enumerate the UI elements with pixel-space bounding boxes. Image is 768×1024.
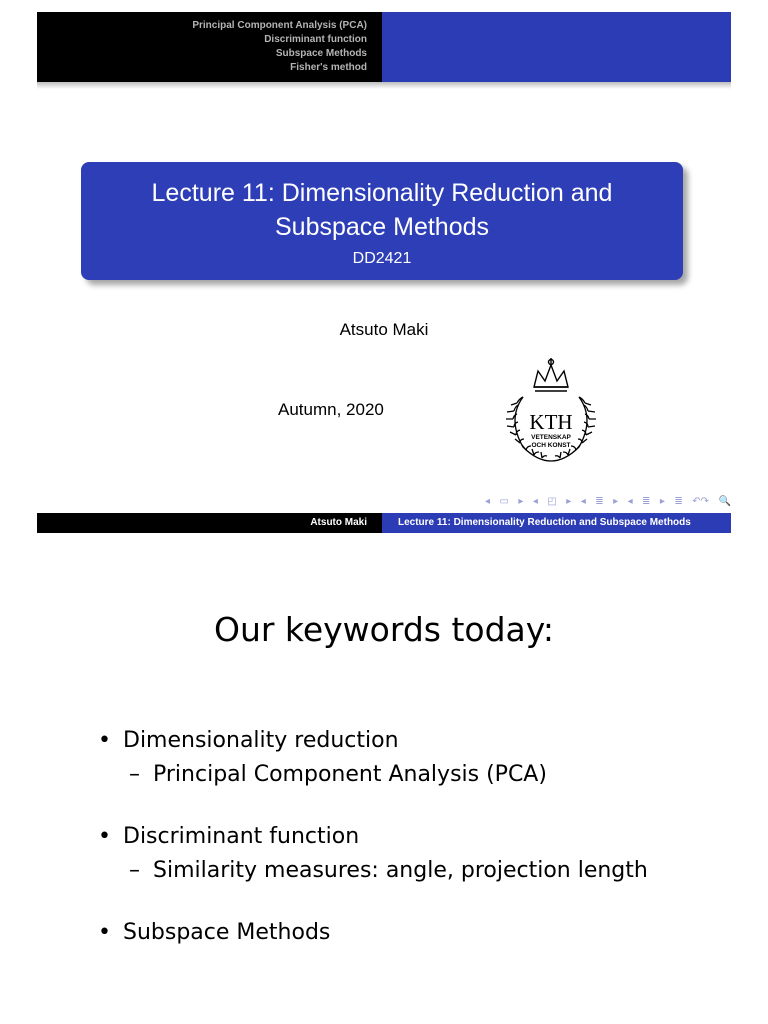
logo-name: KTH (529, 410, 573, 434)
nav-next-section-icon[interactable]: ▸ (613, 495, 619, 507)
bullet-text: Discriminant function (123, 824, 360, 849)
sub-bullet-text: Similarity measures: angle, projection length (153, 858, 648, 883)
nav-presentation-icon[interactable]: ≣ (642, 495, 651, 507)
bullet-text: Subspace Methods (123, 920, 331, 945)
nav-section-icon[interactable]: ≣ (595, 495, 604, 507)
logo-motto-2: OCH KONST (531, 442, 571, 449)
nav-item-discriminant[interactable]: Discriminant function (264, 34, 367, 45)
footer-bar (37, 513, 731, 533)
sub-list-item (98, 854, 738, 888)
footer-title: Lecture 11: Dimensionality Reduction and Subspace Methods (382, 513, 731, 533)
sub-bullet-text: Principal Component Analysis (PCA) (153, 762, 547, 787)
nav-search-icon[interactable]: 🔍 (718, 495, 731, 507)
dash-icon: – (129, 858, 140, 883)
nav-prev-section-icon[interactable]: ◂ (580, 495, 586, 507)
nav-next-presentation-icon[interactable]: ▸ (659, 495, 665, 507)
header-bar (37, 12, 731, 82)
header-shadow (37, 82, 731, 89)
beamer-nav-symbols (485, 494, 731, 508)
nav-item-fisher[interactable]: Fisher's method (290, 62, 367, 73)
dash-icon: – (129, 762, 140, 787)
author-name: Atsuto Maki (339, 320, 429, 339)
nav-back-forward-icon[interactable]: ↶↷ (692, 495, 709, 507)
header-nav (37, 12, 382, 82)
nav-frame-icon[interactable]: ▭ (499, 495, 509, 507)
footer-author: Atsuto Maki (37, 513, 382, 533)
bullet-icon: • (98, 920, 111, 945)
nav-prev-frame-icon[interactable]: ◂ (485, 495, 491, 507)
sub-list-item (98, 758, 738, 792)
bullet-icon: • (98, 728, 111, 753)
title-line-1: Lecture 11: Dimensionality Reduction and (151, 179, 613, 207)
header-blue-panel (382, 12, 731, 82)
bullet-icon: • (98, 824, 111, 849)
title-line-2: Subspace Methods (274, 213, 490, 241)
nav-item-subspace[interactable]: Subspace Methods (275, 48, 367, 59)
slide-1 (37, 12, 731, 533)
nav-next-subsection-icon[interactable]: ▸ (566, 495, 572, 507)
nav-prev-presentation-icon[interactable]: ◂ (627, 495, 633, 507)
nav-subsection-icon[interactable]: ◰ (547, 495, 557, 507)
slide-2-title: Our keywords today: (213, 610, 555, 649)
nav-prev-subsection-icon[interactable]: ◂ (532, 495, 538, 507)
slide-title (81, 176, 683, 244)
list-item (98, 724, 738, 758)
list-item (98, 820, 738, 854)
nav-toc-icon[interactable]: ≣ (674, 495, 683, 507)
kth-logo (501, 357, 601, 467)
bullet-text: Dimensionality reduction (123, 728, 399, 753)
course-code: DD2421 (352, 250, 412, 267)
logo-motto-1: VETENSKAP (531, 434, 571, 441)
nav-item-pca[interactable]: Principal Component Analysis (PCA) (192, 20, 367, 31)
title-block (81, 162, 683, 280)
lecture-date: Autumn, 2020 (278, 400, 384, 419)
keyword-list (98, 724, 738, 950)
nav-next-frame-icon[interactable]: ▸ (518, 495, 524, 507)
list-item (98, 916, 738, 950)
